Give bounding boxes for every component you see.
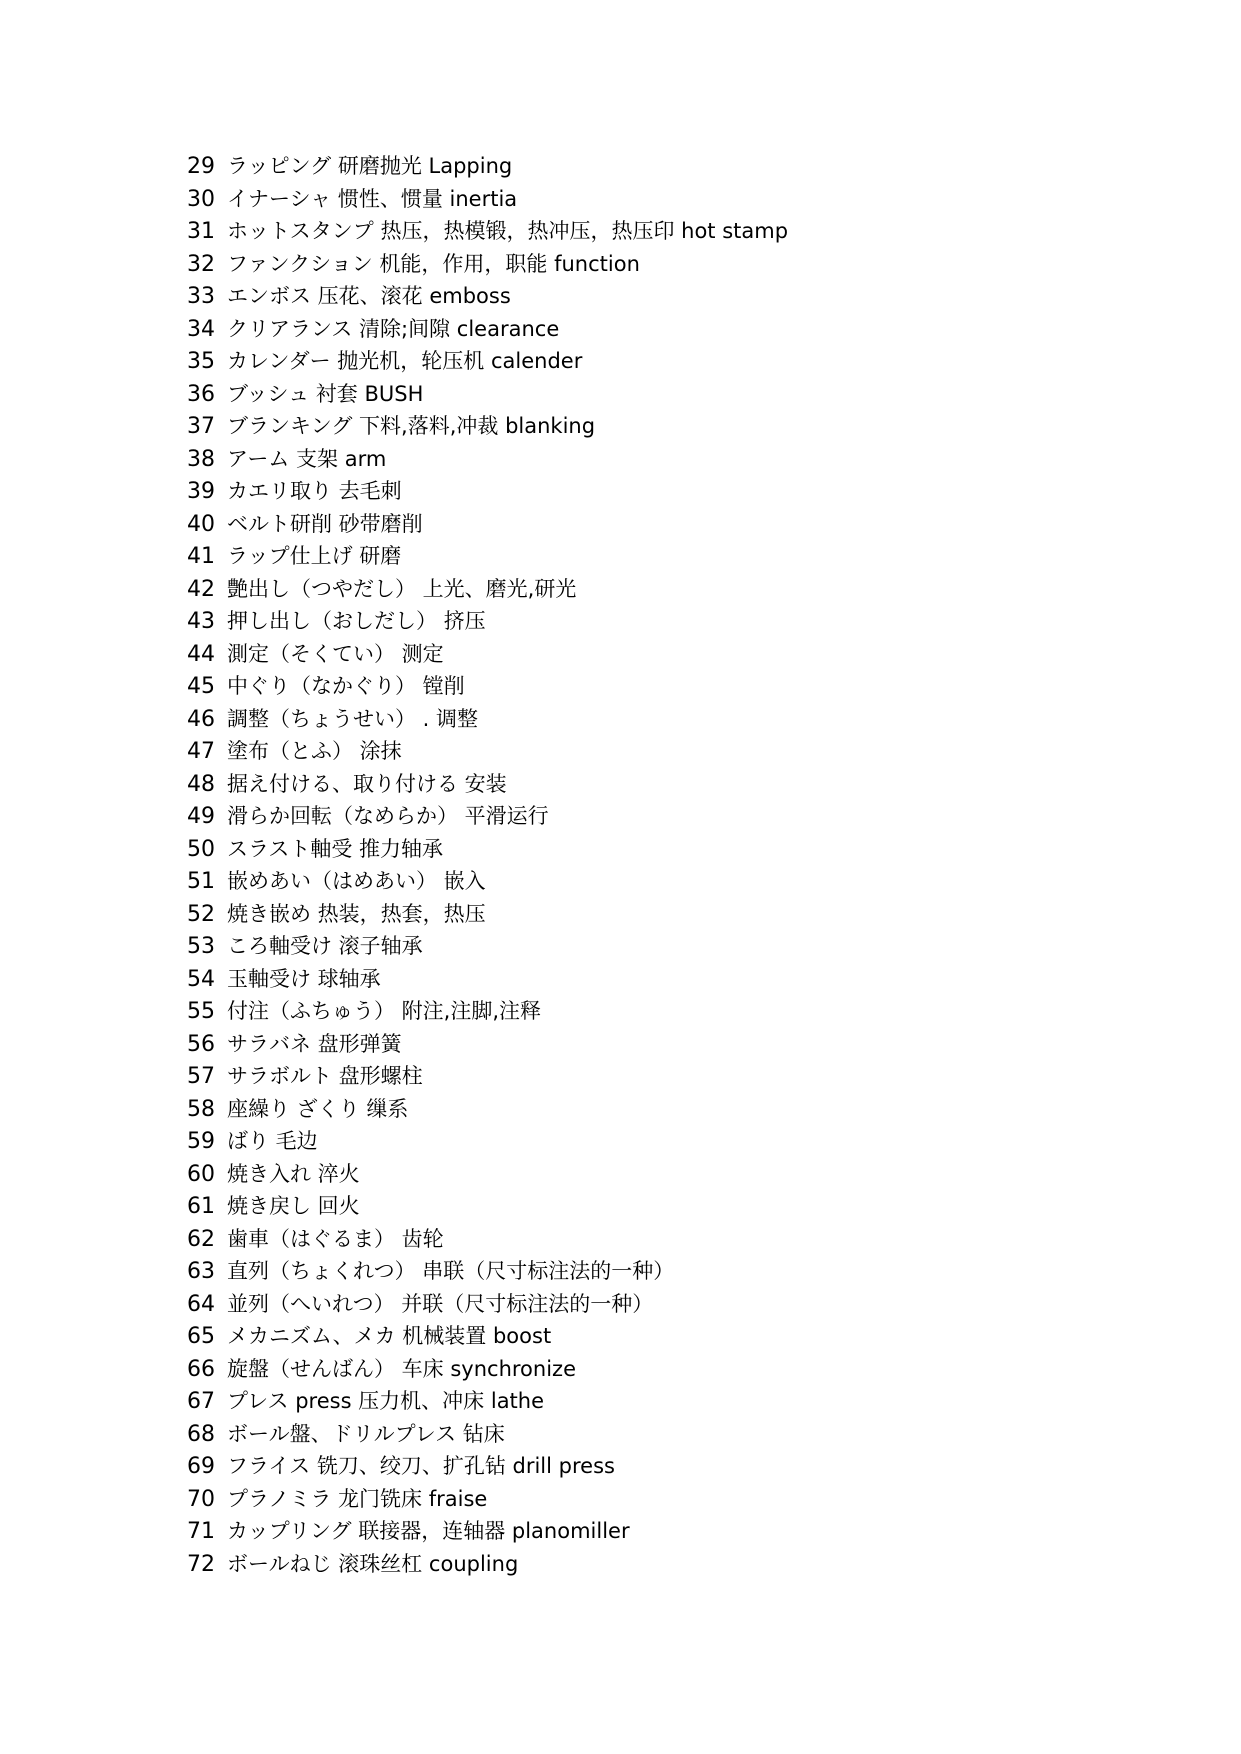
entry-text: プラノミラ 龙门铣床 fraise [227,1486,488,1511]
glossary-entry [187,215,1187,248]
glossary-entry [187,703,1187,736]
glossary-entry [187,1450,1187,1483]
entry-number: 66 [187,1356,215,1382]
entry-number: 44 [187,641,215,667]
entry-text: フライス 铣刀、绞刀、扩孔钻 drill press [227,1454,615,1478]
entry-number: 41 [187,544,215,569]
entry-number: 47 [187,739,215,764]
glossary-entry [187,540,1187,573]
entry-text: 嵌めあい（はめあい） 嵌入 [227,869,486,893]
glossary-entry [187,1320,1187,1353]
entry-text: 押し出し（おしだし） 挤压 [227,609,486,633]
entry-text: ブッシュ 衬套 BUSH [227,381,424,406]
entry-number: 34 [187,316,215,342]
entry-text: カップリング 联接器，连轴器 planomiller [227,1519,630,1543]
entry-number: 55 [187,999,215,1024]
glossary-entry [187,248,1187,281]
entry-text: 焼き入れ 淬火 [227,1161,360,1186]
entry-number: 42 [187,576,215,602]
entry-text: サラバネ 盘形弹簧 [227,1031,402,1056]
entry-number: 32 [187,251,215,277]
entry-number: 51 [187,869,215,894]
glossary-entry [187,898,1187,931]
glossary-entry [187,183,1187,216]
entry-text: 滑らか回転（なめらか） 平滑运行 [227,804,549,828]
entry-number: 72 [187,1551,215,1577]
glossary-entry [187,1255,1187,1288]
glossary-entry [187,1483,1187,1516]
entry-number: 49 [187,804,215,829]
glossary-entry [187,1515,1187,1548]
glossary-entry [187,995,1187,1028]
entry-text: サラボルト 盘形螺柱 [227,1064,423,1088]
entry-text: 旋盤（せんばん） 车床 synchronize [227,1356,576,1381]
glossary-entry [187,1385,1187,1418]
glossary-entry [187,1548,1187,1581]
entry-text: 並列（へいれつ） 并联（尺寸标注法的一种） [227,1291,654,1316]
glossary-entry [187,410,1187,443]
entry-text: 据え付ける、取り付ける 安装 [227,771,507,796]
entry-number: 58 [187,1096,215,1122]
entry-text: ブランキング 下料,落料,冲裁 blanking [227,414,596,438]
glossary-entry [187,1353,1187,1386]
glossary-entry [187,638,1187,671]
entry-number: 46 [187,706,215,732]
entry-text: カレンダー 抛光机，轮压机 calender [227,349,583,373]
entry-text: ファンクション 机能，作用，职能 function [227,251,640,276]
entry-number: 57 [187,1064,215,1089]
entry-number: 52 [187,901,215,927]
entry-number: 40 [187,511,215,537]
glossary-entry [187,963,1187,996]
entry-number: 36 [187,381,215,407]
entry-number: 69 [187,1454,215,1479]
entry-number: 29 [187,154,215,179]
entry-text: 玉軸受け 球轴承 [227,966,381,991]
entry-number: 56 [187,1031,215,1057]
glossary-entry [187,1125,1187,1158]
glossary-entry [187,1288,1187,1321]
entry-text: ころ軸受け 滚子轴承 [227,934,423,958]
entry-number: 60 [187,1161,215,1187]
entry-text: アーム 支架 arm [227,446,387,471]
entry-number: 37 [187,414,215,439]
glossary-entry [187,345,1187,378]
glossary-entry [187,1093,1187,1126]
entry-number: 50 [187,836,215,862]
glossary-entry [187,475,1187,508]
glossary-entry [187,443,1187,476]
entry-number: 53 [187,934,215,959]
entry-text: ホットスタンプ 热压，热模锻，热冲压，热压印 hot stamp [227,219,789,243]
entry-number: 68 [187,1421,215,1447]
entry-number: 38 [187,446,215,472]
entry-number: 65 [187,1324,215,1349]
entry-text: プレス press 压力机、冲床 lathe [227,1389,545,1413]
entry-number: 67 [187,1389,215,1414]
glossary-entry [187,1158,1187,1191]
entry-number: 70 [187,1486,215,1512]
entry-text: ボールねじ 滚珠丝杠 coupling [227,1551,519,1576]
glossary-entry [187,865,1187,898]
entry-number: 64 [187,1291,215,1317]
entry-number: 59 [187,1129,215,1154]
entry-number: 62 [187,1226,215,1252]
entry-text: ラップ仕上げ 研磨 [227,544,402,568]
glossary-entry [187,150,1187,183]
glossary-entry [187,735,1187,768]
glossary-entry [187,833,1187,866]
glossary-entry [187,280,1187,313]
entry-number: 48 [187,771,215,797]
entry-text: 直列（ちょくれつ） 串联（尺寸标注法的一种） [227,1259,675,1283]
entry-number: 63 [187,1259,215,1284]
entry-text: 歯車（はぐるま） 齿轮 [227,1226,444,1251]
entry-text: ばり 毛边 [227,1129,318,1153]
glossary-entry [187,930,1187,963]
glossary-entry [187,1060,1187,1093]
entry-number: 45 [187,674,215,699]
glossary-entry [187,1190,1187,1223]
glossary-entry [187,573,1187,606]
entry-text: 塗布（とふ） 涂抹 [227,739,402,763]
entry-text: エンボス 压花、滚花 emboss [227,284,511,308]
entry-text: ラッピング 研磨抛光 Lapping [227,154,513,178]
glossary-entry [187,1418,1187,1451]
entry-text: 測定（そくてい） 测定 [227,641,444,666]
glossary-entry [187,1028,1187,1061]
entry-text: 付注（ふちゅう） 附注,注脚,注释 [227,999,542,1023]
entry-text: ボール盤、ドリルプレス 钻床 [227,1421,505,1446]
entry-text: 艶出し（つやだし） 上光、磨光,研光 [227,576,577,601]
entry-text: 座繰り ざくり 缫系 [227,1096,409,1121]
entry-text: ベルト研削 砂带磨削 [227,511,423,536]
entry-number: 61 [187,1194,215,1219]
glossary-entry [187,313,1187,346]
entry-text: クリアランス 清除;间隙 clearance [227,316,560,341]
entry-number: 39 [187,479,215,504]
entry-text: メカニズム、メカ 机械装置 boost [227,1324,552,1348]
entry-text: 焼き戻し 回火 [227,1194,360,1218]
glossary-list [187,150,1187,1580]
entry-number: 43 [187,609,215,634]
entry-text: 中ぐり（なかぐり） 镗削 [227,674,465,698]
entry-number: 30 [187,186,215,212]
entry-number: 71 [187,1519,215,1544]
glossary-entry [187,378,1187,411]
glossary-entry [187,605,1187,638]
entry-number: 31 [187,219,215,244]
entry-text: カエリ取り 去毛刺 [227,479,402,503]
glossary-entry [187,768,1187,801]
glossary-entry [187,508,1187,541]
entry-number: 54 [187,966,215,992]
entry-text: イナーシャ 惯性、惯量 inertia [227,186,518,211]
entry-number: 35 [187,349,215,374]
glossary-entry [187,1223,1187,1256]
glossary-entry [187,800,1187,833]
entry-text: 調整（ちょうせい） . 调整 [227,706,479,731]
entry-number: 33 [187,284,215,309]
glossary-entry [187,670,1187,703]
entry-text: スラスト軸受 推力轴承 [227,836,444,861]
entry-text: 焼き嵌め 热装，热套，热压 [227,901,486,926]
